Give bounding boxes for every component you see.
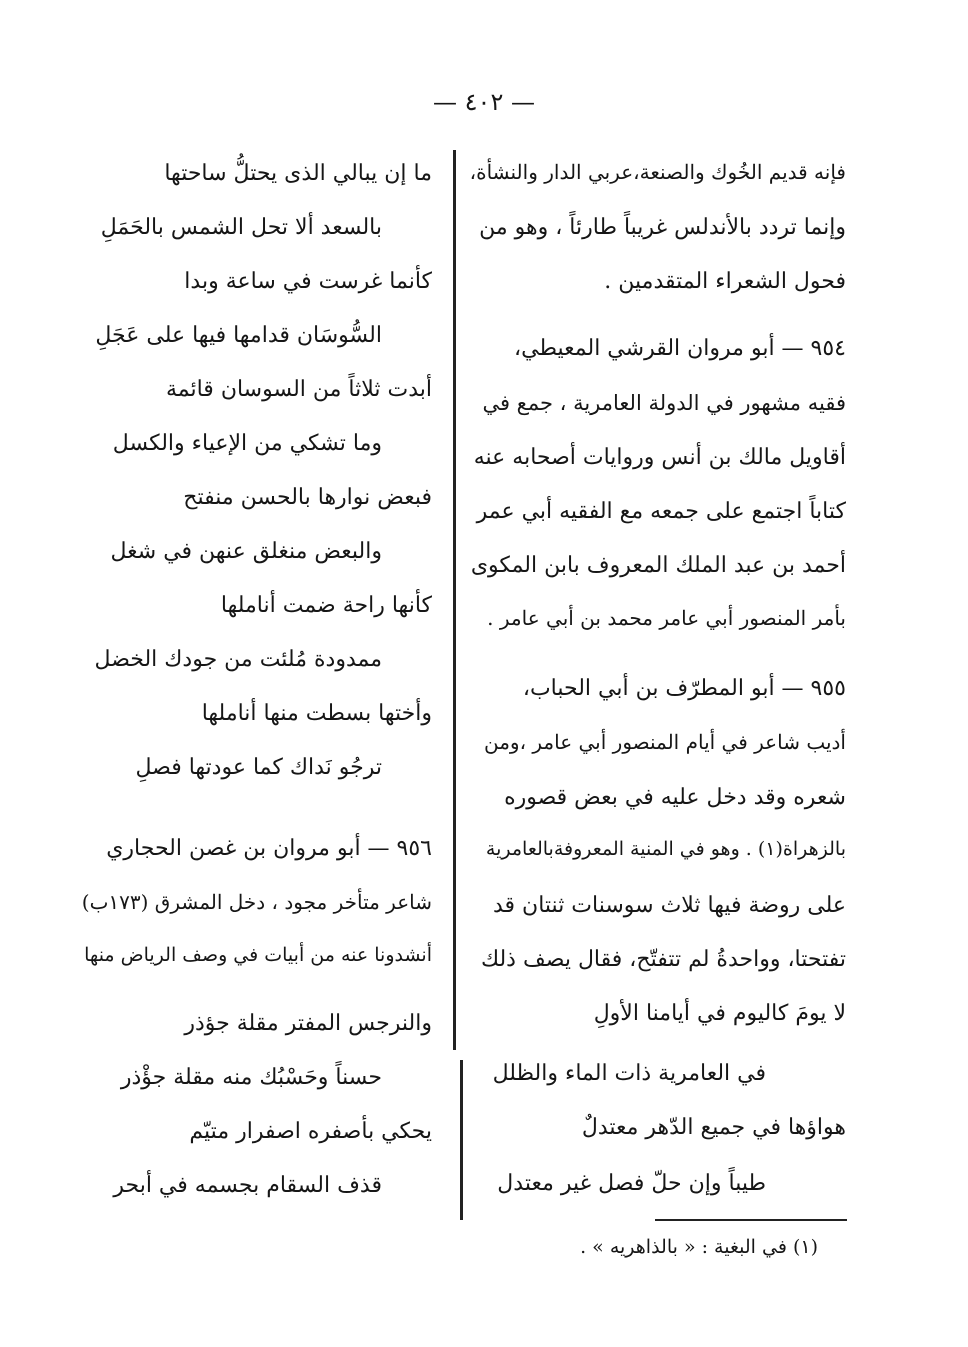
verse-line: حسناً وحَسْبُك منه مقلة جؤْذر [120,1065,382,1090]
text-line: فقيه مشهور في الدولة العامرية ، جمع في [482,391,846,415]
text-line: بالزهراة(١) . وهو في المنية المعروفةبالعامرية [485,838,846,860]
page-number: — ٤٠٢ — [433,88,535,116]
verse-line: كأنها راحة ضمت أناملها [220,593,432,618]
column-divider-lower [460,1060,463,1220]
verse-line: هواؤها في جميع الدّهر معتدلٌ [581,1115,846,1140]
verse-line: والبعض منغلق عنهن في شغل [110,539,382,564]
verse-line: السُّوسَان قدامها فيها على عَجَلِ [95,323,382,348]
footnote: (١) في البغية : « بالذاهريه » . [580,1236,818,1258]
verse-line: ترجُو نَداك كما عودتها فصلِ [135,755,382,780]
text-line: وإنما تردد بالأندلس غريباً طارئاً ، وهو من [479,215,846,240]
entry-heading-955: ٩٥٥ — أبو المطرّف بن أبي الحباب، [522,676,846,701]
verse-line: وأختها بسطت منها أناملها [201,701,432,726]
text-line: فإنه قديم الخُوك والصنعة،عربي الدار والنشأة، [469,160,846,184]
verse-line: في العامرية ذات الماء والظلل [492,1061,766,1086]
text-line: أنشدونا عنه من أبيات في وصف الرياض منها [84,944,432,966]
verse-line: طيباً وإن حلّ فصل غير معتدل [497,1171,766,1196]
text-line: أقاويل مالك بن أنس وروايات أصحابه عنه [473,445,846,470]
verse-line: فبعض نوارها بالحسن منفتح [183,485,432,510]
verse-line: قذف السقام بجسمه في أبحر [113,1173,382,1198]
text-line: كتاباً اجتمع على جمعه مع الفقيه أبي عمر [476,499,846,524]
verse-line: وما تشكي من الإعياء والكسل [112,431,382,456]
verse-line: لا يومَ كاليوم في أيامنا الأولِ [593,1001,846,1026]
text-line: على روضة فيها ثلاث سوسنات ثنتان قد [493,893,846,918]
verse-line: يحكي بأصفره اصفرار متيّم [189,1119,432,1144]
text-line: فحول الشعراء المتقدمين . [604,269,846,294]
text-line: أديب شاعر في أيام المنصور أبي عامر ،ومن [483,730,846,754]
text-line: أحمد بن عبد الملك المعروف بابن المكوى [470,553,846,578]
column-divider [453,150,456,1050]
verse-line: بالسعد ألا تحل الشمس بالحَمَلِ [100,215,382,240]
text-line: تفتحتا، وواحدةُ لم تتفتّح، فقال يصف ذلك [480,947,846,972]
text-line: شعره وقد دخل عليه في بعض قصوره [504,785,846,810]
footnote-rule [655,1219,847,1221]
verse-line: ممدودة مُلئت من جودك الخضل [94,647,382,672]
text-line: بأمر المنصور أبي عامر محمد بن أبي عامر . [487,606,846,630]
entry-heading-954: ٩٥٤ — أبو مروان القرشي المعيطي، [514,336,846,361]
verse-line: أبدت ثلاثاً من السوسان قائمة [165,377,432,402]
text-line: شاعر متأخر مجود ، دخل المشرق (١٧٣ب) [81,890,432,914]
entry-heading-956: ٩٥٦ — أبو مروان بن غصن الحجاري [106,836,432,861]
verse-line: كأنما غرست في ساعة وبدا [184,269,432,294]
verse-line: ما إن يبالي الذى يحتلُّ ساحتها [164,161,432,186]
verse-line: والنرجس المفتر مقلة جؤذر [184,1011,432,1036]
